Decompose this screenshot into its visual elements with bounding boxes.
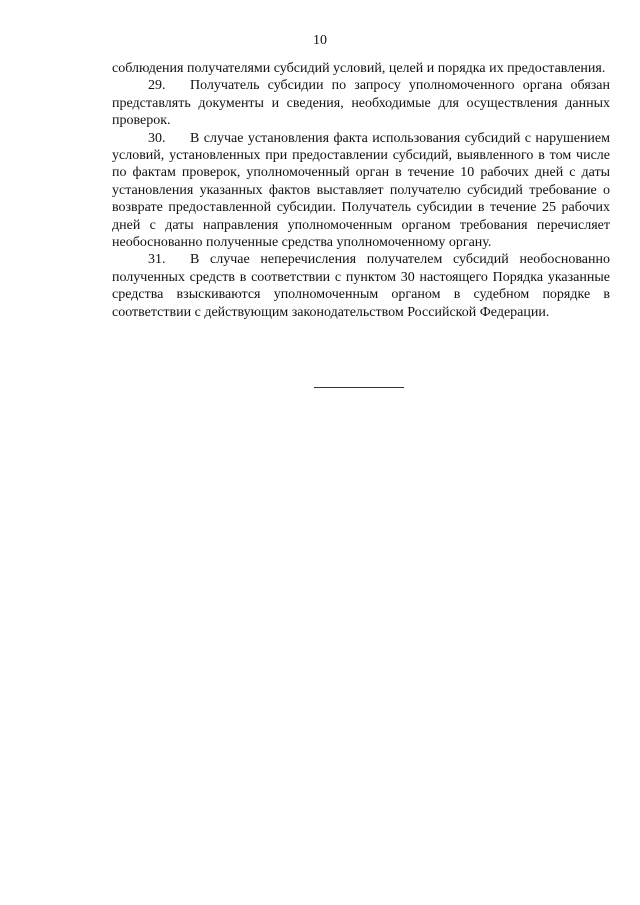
paragraph-30 xyxy=(112,130,610,252)
paragraph-text: В случае неперечисления получателем субсидий необоснованно полученных средств в соответствии с пунктом 30 настоящего Порядка указанные средства взыскиваются уполномоченным органом в судебном порядке в соответствии с действующим законодательством Российской Федерации. xyxy=(112,252,610,320)
page-number: 10 xyxy=(313,33,327,48)
paragraph-31 xyxy=(112,251,610,321)
paragraph-number: 29. xyxy=(148,78,166,94)
paragraph-text: соблюдения получателями субсидий условий, целей и порядка их предоставления. xyxy=(112,61,606,76)
paragraph-continuation xyxy=(112,60,610,77)
paragraph-number: 31. xyxy=(148,252,166,268)
paragraph-29 xyxy=(112,77,610,129)
paragraph-text: В случае установления факта использования субсидий с нарушением условий, установленных при предоставлении субсидий, выявленного в том числе по фактам проверок, уполномоченный орган в течение 10 рабочих дней с даты установления указанных фактов выставляет получателю субсидий требование о возврате предоставленной субсидии. Получатель субсидии в течение 25 рабочих дней с даты направления уполномоченным органом требования перечисляет необоснованно полученные средства уполномоченному органу. xyxy=(112,130,610,251)
document-body xyxy=(112,60,610,321)
paragraph-text: Получатель субсидии по запросу уполномоченного органа обязан представлять документы и сведения, необходимые для осуществления данных проверок. xyxy=(112,78,610,129)
paragraph-number: 30. xyxy=(148,130,166,146)
end-of-document-rule xyxy=(314,387,404,388)
